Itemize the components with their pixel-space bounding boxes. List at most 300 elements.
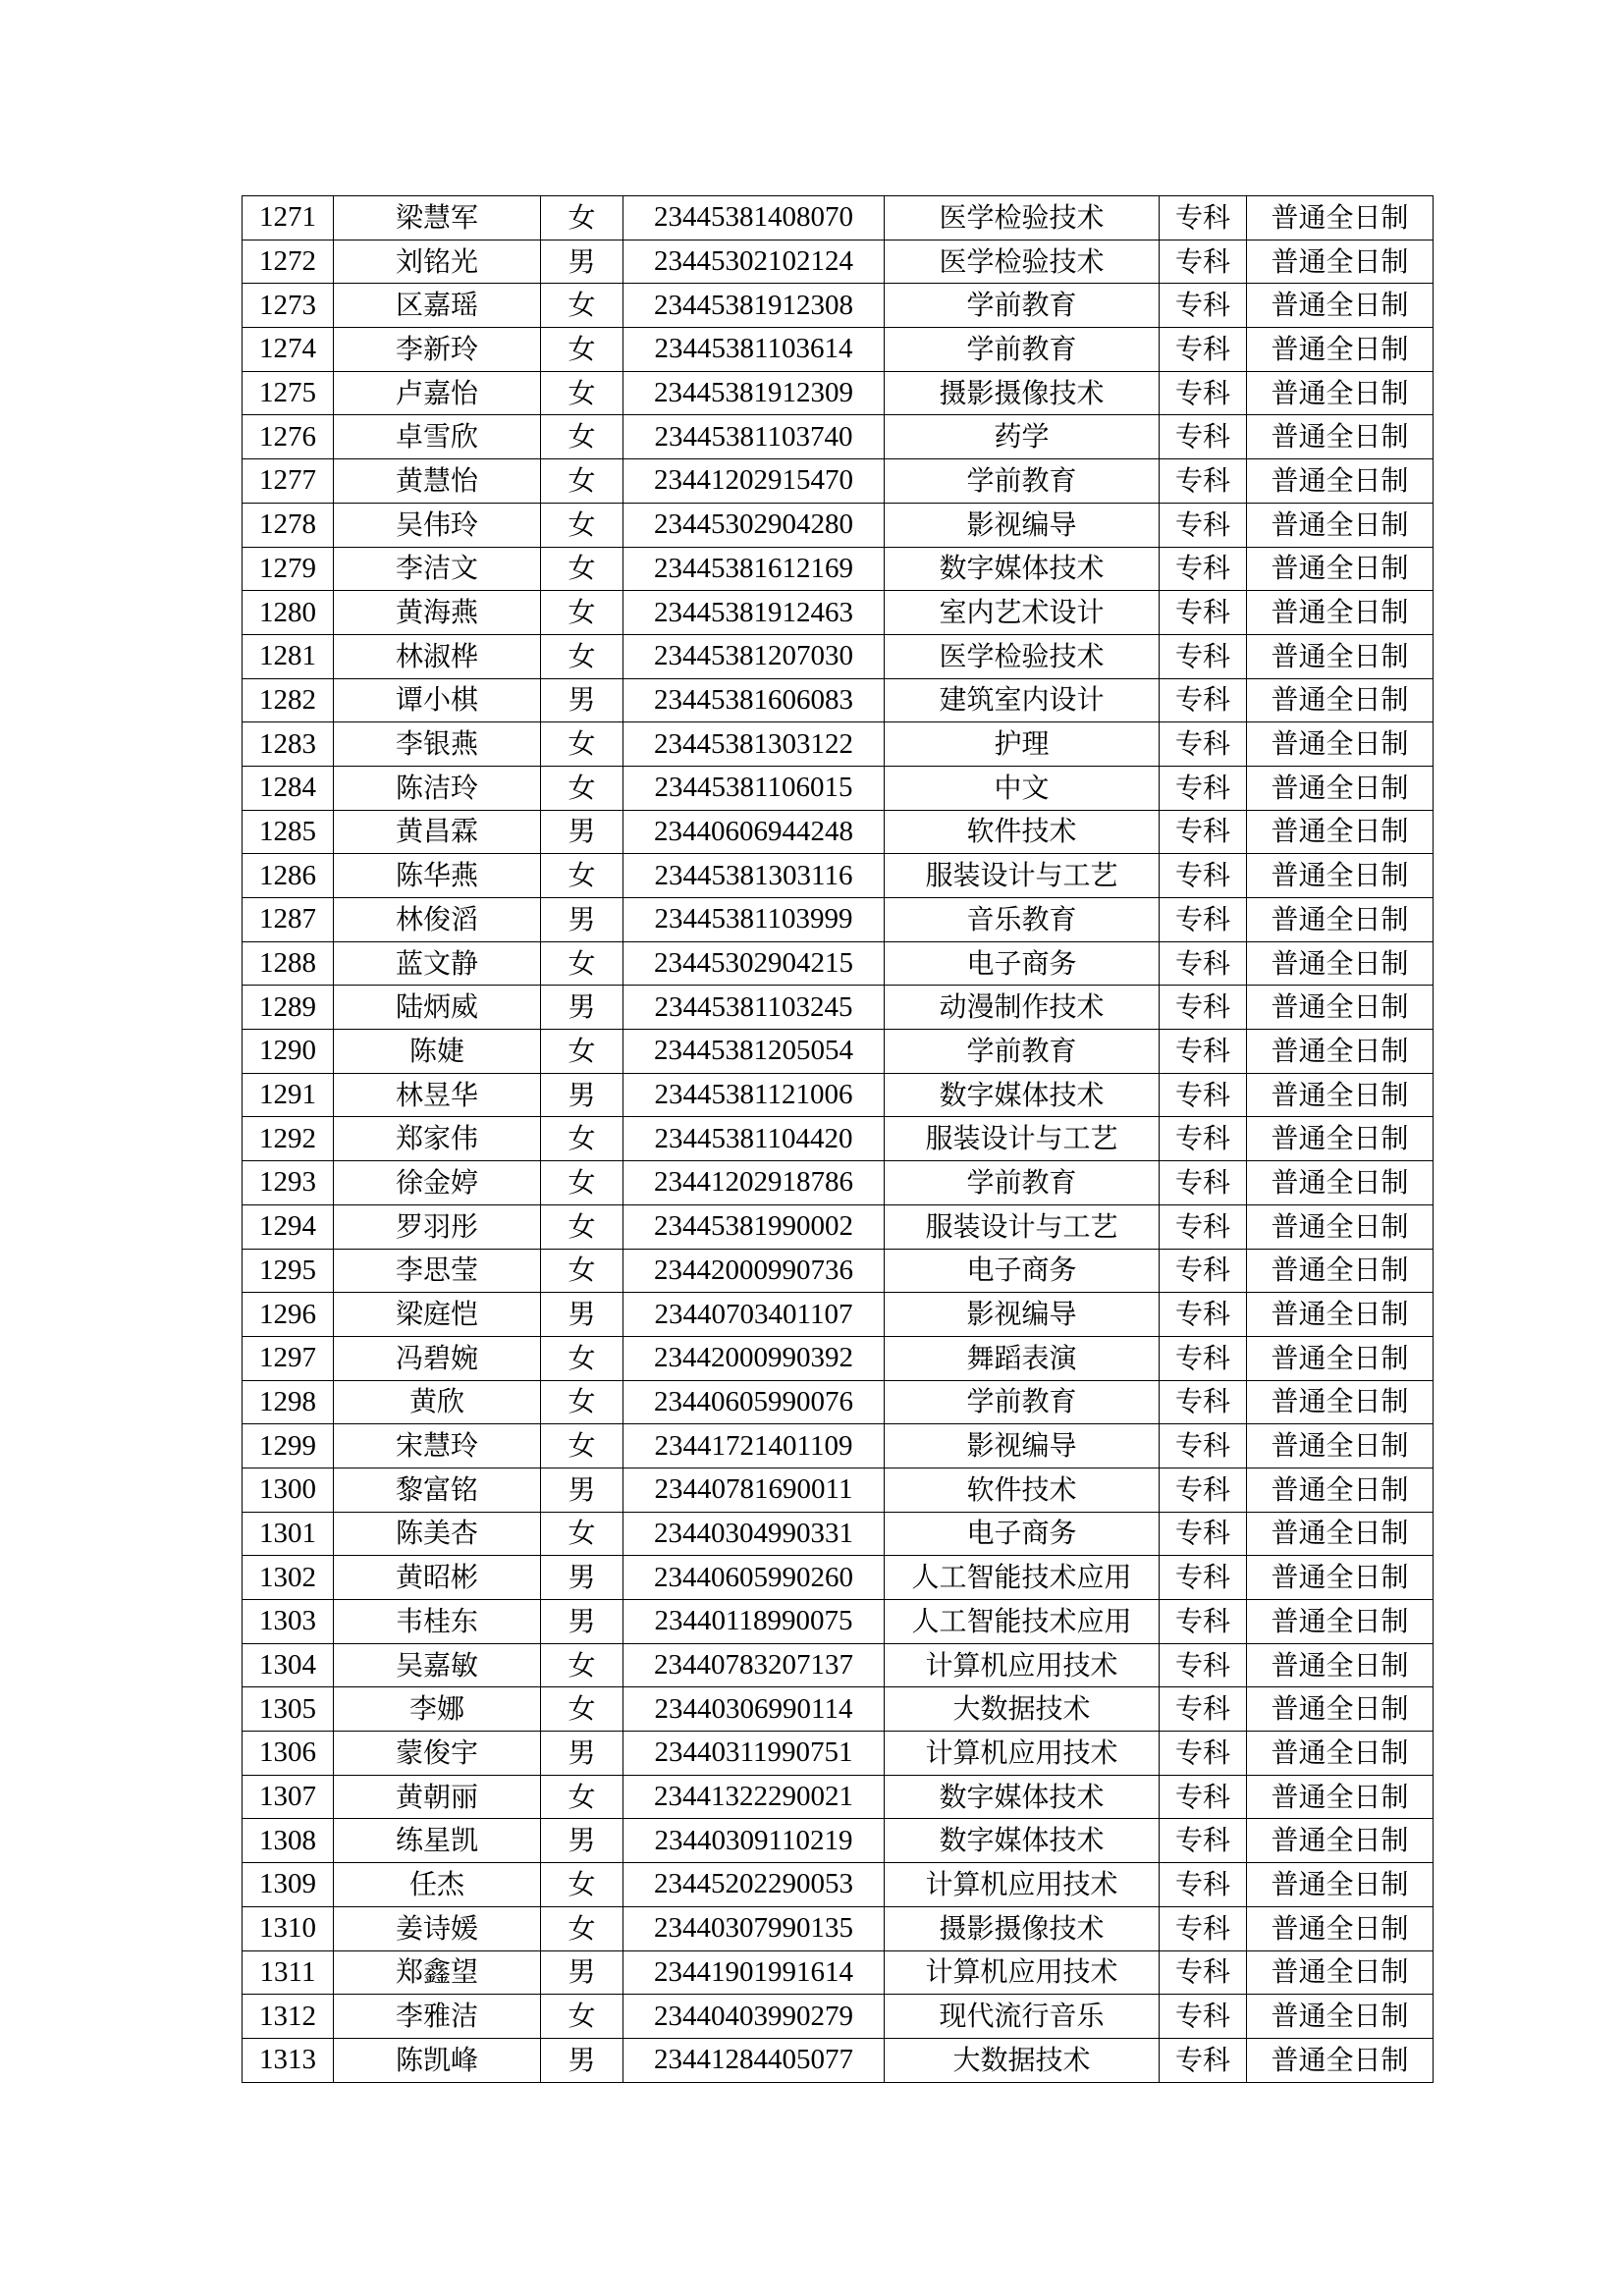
education-level-cell: 专科 <box>1160 371 1247 415</box>
table-row <box>243 1204 1434 1249</box>
major-cell: 电子商务 <box>885 941 1160 986</box>
major-cell: 中文 <box>885 766 1160 810</box>
gender-cell: 女 <box>541 1512 623 1556</box>
education-level-cell: 专科 <box>1160 1687 1247 1732</box>
education-level-cell: 专科 <box>1160 1117 1247 1161</box>
roster-body <box>243 196 1434 2083</box>
gender-cell: 女 <box>541 634 623 678</box>
education-level-cell: 专科 <box>1160 1600 1247 1644</box>
student-name-cell: 郑鑫望 <box>334 1950 541 1995</box>
exam-number-cell: 23441901991614 <box>623 1950 885 1995</box>
study-mode-cell: 普通全日制 <box>1247 547 1434 591</box>
exam-number-cell: 23445381303116 <box>623 854 885 898</box>
exam-number-cell: 23445381103245 <box>623 986 885 1030</box>
major-cell: 影视编导 <box>885 503 1160 547</box>
study-mode-cell: 普通全日制 <box>1247 240 1434 284</box>
student-name-cell: 李洁文 <box>334 547 541 591</box>
row-number-cell: 1299 <box>243 1424 334 1468</box>
study-mode-cell: 普通全日制 <box>1247 415 1434 459</box>
exam-number-cell: 23445381912309 <box>623 371 885 415</box>
gender-cell: 男 <box>541 986 623 1030</box>
major-cell: 人工智能技术应用 <box>885 1600 1160 1644</box>
major-cell: 学前教育 <box>885 284 1160 328</box>
education-level-cell: 专科 <box>1160 591 1247 635</box>
exam-number-cell: 23440783207137 <box>623 1643 885 1687</box>
exam-number-cell: 23441202915470 <box>623 459 885 504</box>
row-number-cell: 1313 <box>243 2038 334 2082</box>
row-number-cell: 1297 <box>243 1336 334 1380</box>
study-mode-cell: 普通全日制 <box>1247 503 1434 547</box>
table-row <box>243 547 1434 591</box>
row-number-cell: 1285 <box>243 810 334 854</box>
table-row <box>243 196 1434 240</box>
education-level-cell: 专科 <box>1160 1468 1247 1512</box>
student-name-cell: 吴伟玲 <box>334 503 541 547</box>
row-number-cell: 1288 <box>243 941 334 986</box>
education-level-cell: 专科 <box>1160 941 1247 986</box>
education-level-cell: 专科 <box>1160 1293 1247 1337</box>
exam-number-cell: 23445381207030 <box>623 634 885 678</box>
table-row <box>243 1819 1434 1863</box>
student-name-cell: 卢嘉怡 <box>334 371 541 415</box>
row-number-cell: 1307 <box>243 1775 334 1819</box>
exam-number-cell: 23445381408070 <box>623 196 885 240</box>
gender-cell: 女 <box>541 854 623 898</box>
student-name-cell: 蒙俊宇 <box>334 1732 541 1776</box>
study-mode-cell: 普通全日制 <box>1247 854 1434 898</box>
study-mode-cell: 普通全日制 <box>1247 591 1434 635</box>
student-name-cell: 罗羽彤 <box>334 1204 541 1249</box>
exam-number-cell: 23440606944248 <box>623 810 885 854</box>
study-mode-cell: 普通全日制 <box>1247 810 1434 854</box>
student-name-cell: 蓝文静 <box>334 941 541 986</box>
exam-number-cell: 23441284405077 <box>623 2038 885 2082</box>
table-row <box>243 766 1434 810</box>
study-mode-cell: 普通全日制 <box>1247 1950 1434 1995</box>
gender-cell: 男 <box>541 1600 623 1644</box>
major-cell: 摄影摄像技术 <box>885 1906 1160 1950</box>
education-level-cell: 专科 <box>1160 810 1247 854</box>
gender-cell: 女 <box>541 1117 623 1161</box>
major-cell: 大数据技术 <box>885 2038 1160 2082</box>
table-row <box>243 371 1434 415</box>
student-name-cell: 区嘉瑶 <box>334 284 541 328</box>
exam-number-cell: 23445302102124 <box>623 240 885 284</box>
row-number-cell: 1275 <box>243 371 334 415</box>
gender-cell: 女 <box>541 1030 623 1074</box>
education-level-cell: 专科 <box>1160 1512 1247 1556</box>
student-name-cell: 黄昌霖 <box>334 810 541 854</box>
row-number-cell: 1291 <box>243 1073 334 1117</box>
table-row <box>243 1512 1434 1556</box>
study-mode-cell: 普通全日制 <box>1247 898 1434 942</box>
student-name-cell: 郑家伟 <box>334 1117 541 1161</box>
table-row <box>243 1556 1434 1600</box>
exam-number-cell: 23445381990002 <box>623 1204 885 1249</box>
education-level-cell: 专科 <box>1160 854 1247 898</box>
exam-number-cell: 23440118990075 <box>623 1600 885 1644</box>
table-row <box>243 1643 1434 1687</box>
gender-cell: 女 <box>541 284 623 328</box>
major-cell: 影视编导 <box>885 1424 1160 1468</box>
study-mode-cell: 普通全日制 <box>1247 1995 1434 2039</box>
gender-cell: 女 <box>541 503 623 547</box>
table-row <box>243 986 1434 1030</box>
row-number-cell: 1294 <box>243 1204 334 1249</box>
student-name-cell: 练星凯 <box>334 1819 541 1863</box>
row-number-cell: 1292 <box>243 1117 334 1161</box>
gender-cell: 男 <box>541 1950 623 1995</box>
study-mode-cell: 普通全日制 <box>1247 284 1434 328</box>
education-level-cell: 专科 <box>1160 634 1247 678</box>
row-number-cell: 1308 <box>243 1819 334 1863</box>
education-level-cell: 专科 <box>1160 328 1247 372</box>
study-mode-cell: 普通全日制 <box>1247 678 1434 722</box>
row-number-cell: 1298 <box>243 1380 334 1424</box>
student-name-cell: 林淑桦 <box>334 634 541 678</box>
exam-number-cell: 23440605990260 <box>623 1556 885 1600</box>
education-level-cell: 专科 <box>1160 1380 1247 1424</box>
exam-number-cell: 23445381103999 <box>623 898 885 942</box>
table-row <box>243 284 1434 328</box>
student-name-cell: 黎富铭 <box>334 1468 541 1512</box>
education-level-cell: 专科 <box>1160 415 1247 459</box>
exam-number-cell: 23440307990135 <box>623 1906 885 1950</box>
student-name-cell: 刘铭光 <box>334 240 541 284</box>
education-level-cell: 专科 <box>1160 1030 1247 1074</box>
exam-number-cell: 23445202290053 <box>623 1863 885 1907</box>
major-cell: 软件技术 <box>885 810 1160 854</box>
exam-number-cell: 23445381612169 <box>623 547 885 591</box>
row-number-cell: 1273 <box>243 284 334 328</box>
education-level-cell: 专科 <box>1160 1336 1247 1380</box>
education-level-cell: 专科 <box>1160 1950 1247 1995</box>
major-cell: 医学检验技术 <box>885 240 1160 284</box>
gender-cell: 女 <box>541 1249 623 1293</box>
study-mode-cell: 普通全日制 <box>1247 1600 1434 1644</box>
education-level-cell: 专科 <box>1160 503 1247 547</box>
row-number-cell: 1306 <box>243 1732 334 1776</box>
row-number-cell: 1312 <box>243 1995 334 2039</box>
row-number-cell: 1278 <box>243 503 334 547</box>
exam-number-cell: 23445381106015 <box>623 766 885 810</box>
gender-cell: 女 <box>541 1336 623 1380</box>
row-number-cell: 1277 <box>243 459 334 504</box>
gender-cell: 女 <box>541 1204 623 1249</box>
gender-cell: 女 <box>541 547 623 591</box>
major-cell: 人工智能技术应用 <box>885 1556 1160 1600</box>
major-cell: 学前教育 <box>885 459 1160 504</box>
student-name-cell: 谭小棋 <box>334 678 541 722</box>
row-number-cell: 1310 <box>243 1906 334 1950</box>
gender-cell: 女 <box>541 1424 623 1468</box>
major-cell: 软件技术 <box>885 1468 1160 1512</box>
gender-cell: 女 <box>541 196 623 240</box>
row-number-cell: 1301 <box>243 1512 334 1556</box>
exam-number-cell: 23440781690011 <box>623 1468 885 1512</box>
major-cell: 学前教育 <box>885 1380 1160 1424</box>
table-row <box>243 459 1434 504</box>
table-row <box>243 1995 1434 2039</box>
gender-cell: 男 <box>541 1073 623 1117</box>
study-mode-cell: 普通全日制 <box>1247 1556 1434 1600</box>
table-row <box>243 1073 1434 1117</box>
education-level-cell: 专科 <box>1160 1863 1247 1907</box>
row-number-cell: 1303 <box>243 1600 334 1644</box>
major-cell: 现代流行音乐 <box>885 1995 1160 2039</box>
table-row <box>243 678 1434 722</box>
row-number-cell: 1279 <box>243 547 334 591</box>
student-name-cell: 李娜 <box>334 1687 541 1732</box>
exam-number-cell: 23445302904280 <box>623 503 885 547</box>
table-row <box>243 1775 1434 1819</box>
table-row <box>243 1293 1434 1337</box>
row-number-cell: 1286 <box>243 854 334 898</box>
major-cell: 医学检验技术 <box>885 196 1160 240</box>
row-number-cell: 1274 <box>243 328 334 372</box>
major-cell: 摄影摄像技术 <box>885 371 1160 415</box>
table-row <box>243 591 1434 635</box>
row-number-cell: 1296 <box>243 1293 334 1337</box>
student-name-cell: 冯碧婉 <box>334 1336 541 1380</box>
table-row <box>243 810 1434 854</box>
table-row <box>243 1249 1434 1293</box>
row-number-cell: 1300 <box>243 1468 334 1512</box>
major-cell: 药学 <box>885 415 1160 459</box>
exam-number-cell: 23445381205054 <box>623 1030 885 1074</box>
study-mode-cell: 普通全日制 <box>1247 328 1434 372</box>
major-cell: 计算机应用技术 <box>885 1643 1160 1687</box>
major-cell: 服装设计与工艺 <box>885 1117 1160 1161</box>
table-row <box>243 1468 1434 1512</box>
major-cell: 医学检验技术 <box>885 634 1160 678</box>
exam-number-cell: 23440304990331 <box>623 1512 885 1556</box>
study-mode-cell: 普通全日制 <box>1247 1380 1434 1424</box>
table-row <box>243 1380 1434 1424</box>
table-row <box>243 503 1434 547</box>
major-cell: 护理 <box>885 722 1160 767</box>
student-name-cell: 梁慧军 <box>334 196 541 240</box>
education-level-cell: 专科 <box>1160 459 1247 504</box>
student-name-cell: 卓雪欣 <box>334 415 541 459</box>
student-name-cell: 任杰 <box>334 1863 541 1907</box>
major-cell: 电子商务 <box>885 1249 1160 1293</box>
table-row <box>243 1863 1434 1907</box>
gender-cell: 男 <box>541 678 623 722</box>
major-cell: 数字媒体技术 <box>885 1073 1160 1117</box>
study-mode-cell: 普通全日制 <box>1247 1030 1434 1074</box>
table-row <box>243 415 1434 459</box>
gender-cell: 男 <box>541 1556 623 1600</box>
major-cell: 服装设计与工艺 <box>885 854 1160 898</box>
gender-cell: 男 <box>541 240 623 284</box>
education-level-cell: 专科 <box>1160 1161 1247 1205</box>
education-level-cell: 专科 <box>1160 1732 1247 1776</box>
study-mode-cell: 普通全日制 <box>1247 1863 1434 1907</box>
gender-cell: 女 <box>541 328 623 372</box>
education-level-cell: 专科 <box>1160 547 1247 591</box>
student-name-cell: 陈美杏 <box>334 1512 541 1556</box>
education-level-cell: 专科 <box>1160 1995 1247 2039</box>
gender-cell: 女 <box>541 1161 623 1205</box>
student-name-cell: 李银燕 <box>334 722 541 767</box>
education-level-cell: 专科 <box>1160 284 1247 328</box>
gender-cell: 男 <box>541 1468 623 1512</box>
exam-number-cell: 23445381912463 <box>623 591 885 635</box>
table-row <box>243 328 1434 372</box>
major-cell: 数字媒体技术 <box>885 1775 1160 1819</box>
gender-cell: 女 <box>541 1775 623 1819</box>
table-row <box>243 2038 1434 2082</box>
major-cell: 学前教育 <box>885 1030 1160 1074</box>
student-name-cell: 黄欣 <box>334 1380 541 1424</box>
table-row <box>243 1687 1434 1732</box>
gender-cell: 女 <box>541 766 623 810</box>
study-mode-cell: 普通全日制 <box>1247 1643 1434 1687</box>
exam-number-cell: 23441721401109 <box>623 1424 885 1468</box>
major-cell: 服装设计与工艺 <box>885 1204 1160 1249</box>
student-name-cell: 李新玲 <box>334 328 541 372</box>
exam-number-cell: 23441322290021 <box>623 1775 885 1819</box>
study-mode-cell: 普通全日制 <box>1247 1204 1434 1249</box>
student-name-cell: 梁庭恺 <box>334 1293 541 1337</box>
gender-cell: 男 <box>541 1732 623 1776</box>
gender-cell: 男 <box>541 810 623 854</box>
exam-number-cell: 23442000990736 <box>623 1249 885 1293</box>
study-mode-cell: 普通全日制 <box>1247 722 1434 767</box>
student-name-cell: 黄海燕 <box>334 591 541 635</box>
study-mode-cell: 普通全日制 <box>1247 1775 1434 1819</box>
gender-cell: 女 <box>541 1906 623 1950</box>
table-row <box>243 1117 1434 1161</box>
row-number-cell: 1302 <box>243 1556 334 1600</box>
table-row <box>243 722 1434 767</box>
study-mode-cell: 普通全日制 <box>1247 1424 1434 1468</box>
gender-cell: 女 <box>541 722 623 767</box>
student-name-cell: 陈凯峰 <box>334 2038 541 2082</box>
major-cell: 动漫制作技术 <box>885 986 1160 1030</box>
exam-number-cell: 23441202918786 <box>623 1161 885 1205</box>
table-row <box>243 240 1434 284</box>
exam-number-cell: 23440703401107 <box>623 1293 885 1337</box>
education-level-cell: 专科 <box>1160 1556 1247 1600</box>
study-mode-cell: 普通全日制 <box>1247 1819 1434 1863</box>
study-mode-cell: 普通全日制 <box>1247 986 1434 1030</box>
exam-number-cell: 23445381606083 <box>623 678 885 722</box>
row-number-cell: 1304 <box>243 1643 334 1687</box>
education-level-cell: 专科 <box>1160 986 1247 1030</box>
row-number-cell: 1281 <box>243 634 334 678</box>
exam-number-cell: 23445381103740 <box>623 415 885 459</box>
exam-number-cell: 23445381103614 <box>623 328 885 372</box>
education-level-cell: 专科 <box>1160 722 1247 767</box>
exam-number-cell: 23440309110219 <box>623 1819 885 1863</box>
education-level-cell: 专科 <box>1160 1643 1247 1687</box>
study-mode-cell: 普通全日制 <box>1247 459 1434 504</box>
major-cell: 大数据技术 <box>885 1687 1160 1732</box>
exam-number-cell: 23440403990279 <box>623 1995 885 2039</box>
education-level-cell: 专科 <box>1160 1819 1247 1863</box>
row-number-cell: 1284 <box>243 766 334 810</box>
study-mode-cell: 普通全日制 <box>1247 1906 1434 1950</box>
major-cell: 室内艺术设计 <box>885 591 1160 635</box>
student-name-cell: 陈华燕 <box>334 854 541 898</box>
exam-number-cell: 23445381912308 <box>623 284 885 328</box>
row-number-cell: 1309 <box>243 1863 334 1907</box>
exam-number-cell: 23445381303122 <box>623 722 885 767</box>
major-cell: 计算机应用技术 <box>885 1732 1160 1776</box>
exam-number-cell: 23440306990114 <box>623 1687 885 1732</box>
row-number-cell: 1276 <box>243 415 334 459</box>
major-cell: 计算机应用技术 <box>885 1950 1160 1995</box>
study-mode-cell: 普通全日制 <box>1247 1117 1434 1161</box>
study-mode-cell: 普通全日制 <box>1247 2038 1434 2082</box>
education-level-cell: 专科 <box>1160 2038 1247 2082</box>
gender-cell: 女 <box>541 1643 623 1687</box>
row-number-cell: 1271 <box>243 196 334 240</box>
student-name-cell: 陆炳威 <box>334 986 541 1030</box>
exam-number-cell: 23445381104420 <box>623 1117 885 1161</box>
major-cell: 舞蹈表演 <box>885 1336 1160 1380</box>
student-name-cell: 黄昭彬 <box>334 1556 541 1600</box>
study-mode-cell: 普通全日制 <box>1247 1468 1434 1512</box>
student-name-cell: 徐金婷 <box>334 1161 541 1205</box>
student-name-cell: 林俊滔 <box>334 898 541 942</box>
row-number-cell: 1305 <box>243 1687 334 1732</box>
study-mode-cell: 普通全日制 <box>1247 1161 1434 1205</box>
student-name-cell: 李雅洁 <box>334 1995 541 2039</box>
education-level-cell: 专科 <box>1160 1204 1247 1249</box>
education-level-cell: 专科 <box>1160 196 1247 240</box>
table-row <box>243 1161 1434 1205</box>
study-mode-cell: 普通全日制 <box>1247 371 1434 415</box>
gender-cell: 男 <box>541 2038 623 2082</box>
table-row <box>243 1732 1434 1776</box>
gender-cell: 男 <box>541 1293 623 1337</box>
gender-cell: 女 <box>541 1995 623 2039</box>
study-mode-cell: 普通全日制 <box>1247 941 1434 986</box>
major-cell: 学前教育 <box>885 1161 1160 1205</box>
table-row <box>243 1030 1434 1074</box>
student-name-cell: 陈婕 <box>334 1030 541 1074</box>
row-number-cell: 1295 <box>243 1249 334 1293</box>
student-name-cell: 黄慧怡 <box>334 459 541 504</box>
student-name-cell: 吴嘉敏 <box>334 1643 541 1687</box>
gender-cell: 男 <box>541 898 623 942</box>
row-number-cell: 1272 <box>243 240 334 284</box>
gender-cell: 女 <box>541 371 623 415</box>
major-cell: 计算机应用技术 <box>885 1863 1160 1907</box>
education-level-cell: 专科 <box>1160 1249 1247 1293</box>
major-cell: 数字媒体技术 <box>885 1819 1160 1863</box>
student-name-cell: 宋慧玲 <box>334 1424 541 1468</box>
study-mode-cell: 普通全日制 <box>1247 1249 1434 1293</box>
study-mode-cell: 普通全日制 <box>1247 1336 1434 1380</box>
student-roster-table <box>242 195 1434 2083</box>
education-level-cell: 专科 <box>1160 240 1247 284</box>
study-mode-cell: 普通全日制 <box>1247 1732 1434 1776</box>
table-row <box>243 941 1434 986</box>
gender-cell: 女 <box>541 1687 623 1732</box>
education-level-cell: 专科 <box>1160 898 1247 942</box>
major-cell: 电子商务 <box>885 1512 1160 1556</box>
row-number-cell: 1282 <box>243 678 334 722</box>
major-cell: 学前教育 <box>885 328 1160 372</box>
exam-number-cell: 23440311990751 <box>623 1732 885 1776</box>
gender-cell: 女 <box>541 1863 623 1907</box>
table-row <box>243 1950 1434 1995</box>
gender-cell: 女 <box>541 591 623 635</box>
